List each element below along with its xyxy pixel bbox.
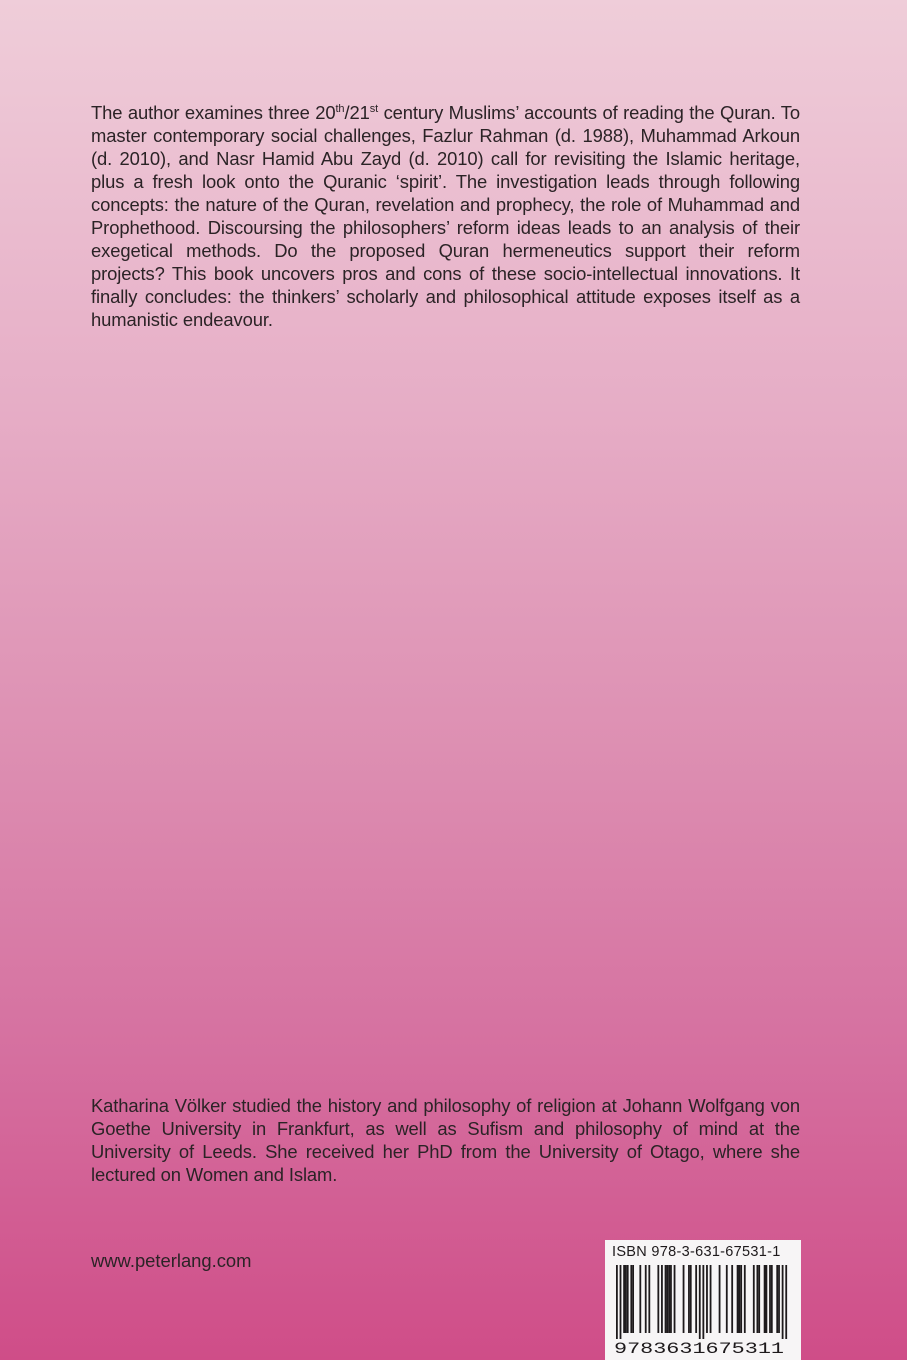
barcode-bar (620, 1265, 622, 1339)
barcode-bar (731, 1265, 733, 1333)
barcode-bar (764, 1265, 766, 1333)
barcode-graphic (612, 1265, 794, 1357)
barcode-bar (702, 1265, 704, 1339)
barcode-bar (648, 1265, 650, 1333)
barcode-bar (630, 1265, 632, 1333)
barcode-bar (674, 1265, 676, 1333)
barcode-bars (616, 1265, 787, 1339)
barcode-bar (683, 1265, 685, 1333)
barcode-digits: 9783631675311 (614, 1340, 784, 1357)
barcode-bar (699, 1265, 701, 1339)
barcode-bar (785, 1265, 787, 1339)
barcode-bar (737, 1265, 739, 1333)
barcode-bar (668, 1265, 670, 1333)
isbn-barcode-block (605, 1240, 801, 1360)
author-bio: Katharina Völker studied the history and philosophy of religion at Johann Wolfgang von Goethe University in Frankfurt, as well as Sufism and philosophy of mind at the University of Leeds. She received her PhD from the University of Otago, where she lectured on Women and Islam. (91, 1095, 800, 1185)
barcode-bar (625, 1265, 627, 1333)
barcode-bar (670, 1265, 672, 1333)
barcode-bar (740, 1265, 742, 1333)
barcode-bar (766, 1265, 768, 1333)
barcode-bar (695, 1265, 697, 1333)
barcode-bar (778, 1265, 780, 1333)
barcode-bar (661, 1265, 663, 1333)
barcode-bar (706, 1265, 708, 1333)
barcode-bar (776, 1265, 778, 1333)
blurb-text-slash: /21 (344, 102, 370, 123)
blurb-text-start: The author examines three 20 (91, 102, 336, 123)
blurb-text-body: century Muslims’ accounts of reading the Quran. To master contemporary social challenges, Fazlur Rahman (d. 1988), Muhammad Arkoun (d. 2010), and Nasr Hamid Abu Zayd (d. 2010) call for revisiting the Islamic heritage, plus a fresh look onto the Quranic ‘spirit’. The investigation leads through following concepts: the nature of the Quran, revelation and prophecy, the role of Muhammad and Prophethood. Discoursing the philosophers’ reform ideas leads to an analysis of their exegetical methods. Do the proposed Quran hermeneutics support their reform projects? This book uncovers pros and cons of these socio-intellectual innovations. It finally concludes: the thinkers’ scholarly and philosophical attitude exposes itself as a humanistic endeavour. (91, 102, 800, 330)
barcode-bar (719, 1265, 721, 1333)
barcode-bar (710, 1265, 712, 1333)
barcode-bar (726, 1265, 728, 1333)
barcode-bar (666, 1265, 668, 1333)
barcode-bar (657, 1265, 659, 1333)
barcode-bar (758, 1265, 760, 1333)
back-cover-blurb (91, 101, 800, 331)
barcode-bar (632, 1265, 634, 1333)
publisher-website[interactable]: www.peterlang.com (91, 1250, 252, 1271)
barcode-bar (782, 1265, 784, 1339)
barcode-bar (688, 1265, 690, 1333)
barcode-bar (753, 1265, 755, 1333)
isbn-label: ISBN 978-3-631-67531-1 (612, 1244, 781, 1260)
superscript-th: th (335, 103, 345, 115)
barcode-bar (757, 1265, 759, 1333)
barcode-bar (738, 1265, 740, 1333)
barcode-bar (690, 1265, 692, 1333)
barcode-bar (769, 1265, 771, 1333)
superscript-st: st (369, 103, 379, 115)
barcode-bar (744, 1265, 746, 1333)
barcode-bar (665, 1265, 667, 1333)
barcode-bar (771, 1265, 773, 1333)
barcode-bar (616, 1265, 618, 1339)
barcode-bar (645, 1265, 647, 1333)
barcode-bar (623, 1265, 625, 1333)
barcode-bar (627, 1265, 629, 1333)
barcode-bar (639, 1265, 641, 1333)
